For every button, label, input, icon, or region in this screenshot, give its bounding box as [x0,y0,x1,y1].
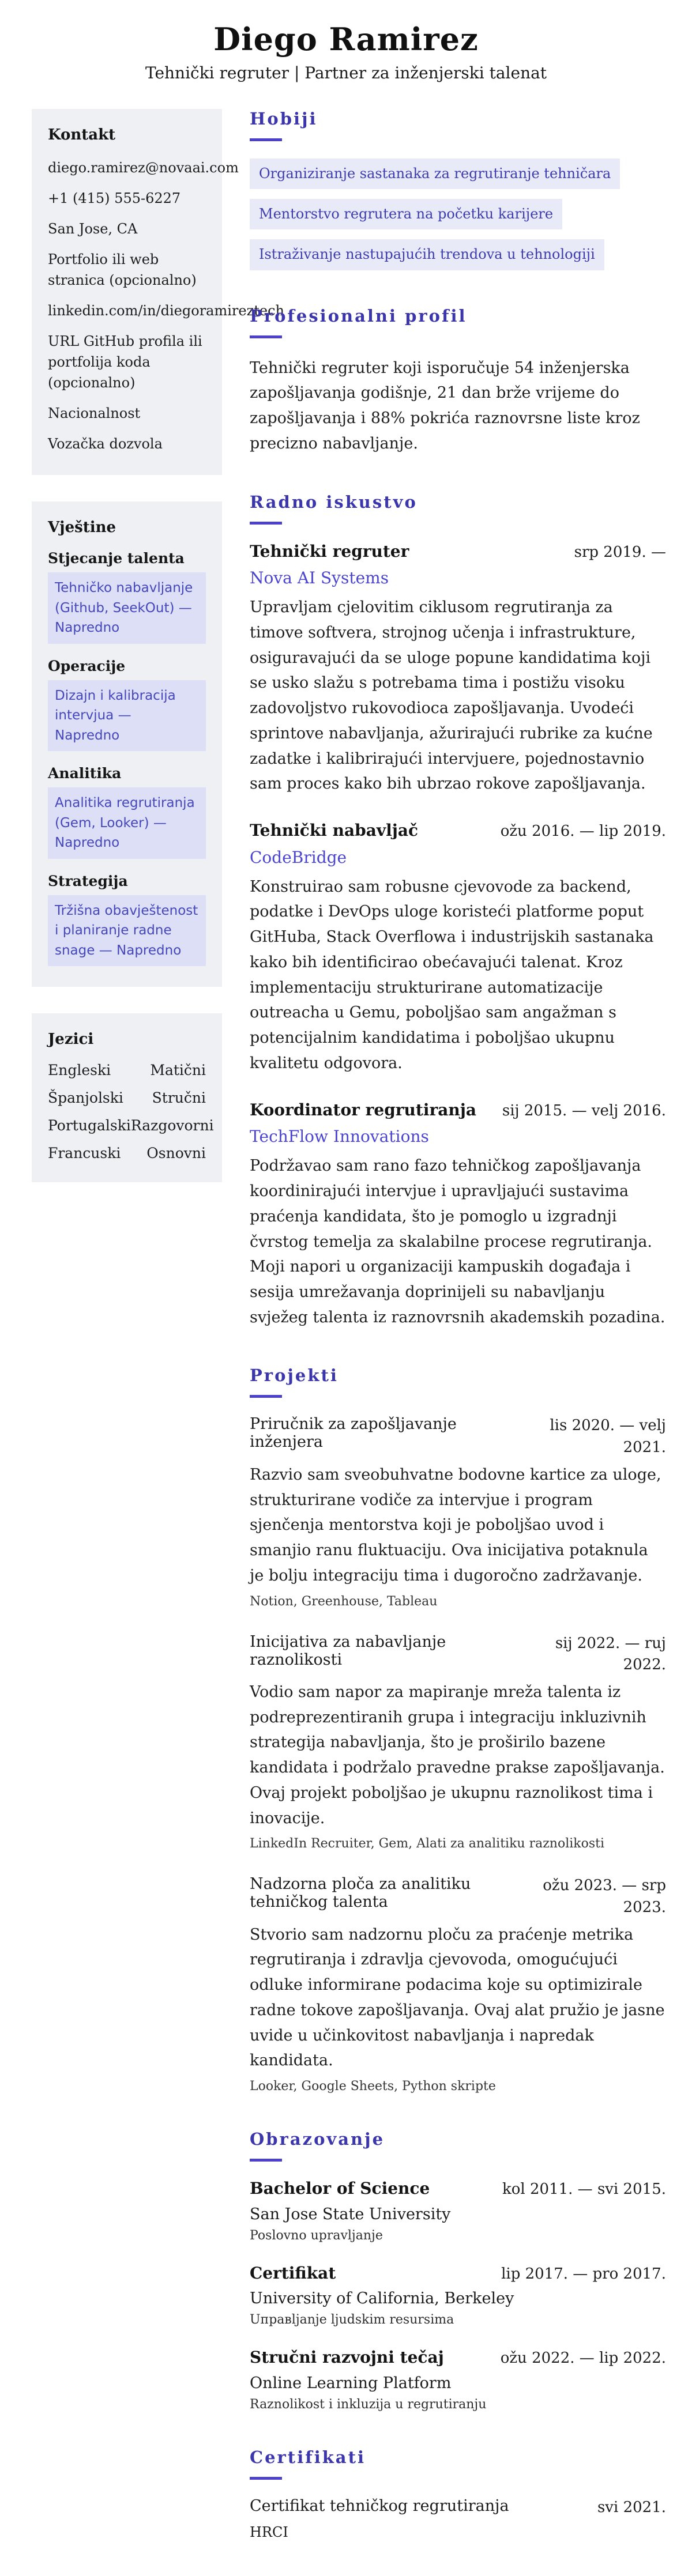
project-dates: sij 2022. — ruj 2022. [555,1634,666,1674]
job-entry [250,821,666,1076]
education-school: San Jose State University [250,2205,451,2223]
section-underline [250,335,282,338]
project-tools: Notion, Greenhouse, Tableau [250,1594,438,1609]
profile-section [250,306,666,457]
project-header [250,1415,666,1458]
education-degree: Certifikat [250,2263,336,2283]
education-entry [250,2179,666,2243]
project-dates: lis 2020. — velj 2021. [550,1417,666,1457]
education-title: Obrazovanje [250,2129,385,2149]
education-dates: lip 2017. — pro 2017. [501,2265,666,2283]
project-description: Vodio sam napor za mapiranje mreža talenta iz podreprezentiranih grupa i integraciju inkluzivnih strategija nabavljanja, što je proširilo bazene kandidata i podržalo pravedne prakse zapošljavanja. Ovaj projekt poboljšao je ukupnu raznolikost tima i inovacije. [250,1683,665,1827]
contact-email: diego.ramirez@novaai.com [48,160,239,176]
person-headline: Tehnički regruter | Partner za inženjerski talenat [145,63,547,82]
project-description: Stvorio sam nadzornu ploču za praćenje metrika regrutiranja i zdravlja cjevovoda, omogućujući odluke informirane podacima koje su optimizirale radne tokove zapošljavanja. Ovaj alat pružio je jasne uvide u učinkovitost nabavljanja i napredak kandidata. [250,1925,665,2070]
contact-title: Kontakt [48,126,116,144]
job-header [250,542,666,564]
contact-linkedin-link[interactable]: linkedin.com/in/diegoramireztech [48,303,284,319]
skills-title: Vještine [48,519,116,536]
project-tools: LinkedIn Recruiter, Gem, Alati za analitiku raznolikosti [250,1836,605,1851]
contact-drivers-license: Vozačka dozvola [48,436,163,452]
job-role: Koordinator regrutiranja [250,1100,476,1119]
certification-name: Certifikat tehničkog regrutiranja [250,2497,509,2515]
section-underline [250,138,282,141]
contact-portfolio: Portfolio ili web stranica (opcionalno) [48,251,197,288]
project-entry [250,1633,666,1851]
language-row [48,1117,214,1134]
certification-header [250,2497,666,2519]
skill-category: Strategija [48,872,128,889]
language-name: Francuski [48,1145,121,1161]
hobbies-title: Hobiji [250,109,318,129]
education-field: Uправljanje ljudskim resursima [250,2313,454,2328]
project-name: Priručnik za zapošljavanje inženjera [250,1415,457,1451]
project-description: Razvio sam sveobuhvatne bodovne kartice za uloge, strukturirane vodiče za intervjue i program sjenčenja mentorstva koji je poboljšao uvod i smanjio ranu fluktuaciju. Ova inicijativa potaknula je bolju integraciju tima i dugoročno zadržavanje. [250,1465,661,1585]
certification-dates: svi 2021. [597,2499,666,2517]
education-school: Online Learning Platform [250,2374,452,2393]
language-row [48,1062,206,1078]
project-header [250,1875,666,1918]
skill-category: Analitika [48,765,122,782]
projects-title: Projekti [250,1366,339,1386]
education-entry [250,2348,666,2412]
job-description: Podržavao sam rano fazo tehničkog zapošljavanja koordinirajući intervjue i upravljajući sustavima praćenja kandidata, što je pomoglo u izgradnji čvrstog temelja za skalabilne procese regrutiranja. Moji napori u organizaciji kampuskih događaja i sesija umrežavanja doprinijeli su nabavljanju svježeg talenta iz raznovrsnih akademskih pozadina. [250,1157,665,1326]
skill-tag: Tehničko nabavljanje (Github, SeekOut) — Napredno [48,572,206,644]
section-underline [250,2477,282,2480]
job-dates: srp 2019. — [574,543,666,561]
project-name: Inicijativa za nabavljanje raznolikosti [250,1632,446,1669]
project-entry [250,1415,666,1608]
education-section [250,2129,666,2412]
job-entry [250,1100,666,1330]
job-header [250,1100,666,1122]
language-row [48,1145,206,1161]
projects-section [250,1366,666,2094]
job-company-link[interactable]: TechFlow Innovations [250,1127,429,1146]
hobby-tag: Organiziranje sastanaka za regrutiranje tehničara [250,159,620,189]
hobby-tag: Istraživanje nastupajućih trendova u tehnologiji [250,239,604,270]
job-role: Tehnički regruter [250,541,409,561]
profile-title: Profesionalni profil [250,306,467,326]
main-column [250,109,666,2576]
project-tools: Looker, Google Sheets, Python skripte [250,2079,496,2094]
education-field: Poslovno upravljanje [250,2228,383,2243]
languages-title: Jezici [48,1031,94,1048]
language-level: Matični [150,1062,206,1078]
education-header [250,2179,666,2201]
skills-section [32,501,222,987]
language-level: Stručni [152,1089,206,1106]
contact-nationality: Nacionalnost [48,405,141,421]
job-description: Konstruirao sam robusne cjevovode za backend, podatke i DevOps uloge koristeći platforme poput GitHuba, Stack Overflowa i industrijskih sastanaka kako bih identificirao obećavajući talenat. Kroz implementaciju strukturirane automatizacije outreacha u Gemu, poboljšao sam angažman s potencijalnim kandidatima i poboljšao ukupnu kvalitetu odgovora. [250,877,654,1072]
education-field: Raznolikost i inkluzija u regrutiranju [250,2397,487,2412]
profile-text: Tehnički regruter koji isporučuje 54 inženjerska zapošljavanja godišnje, 21 dan brže vrijeme do zapošljavanja i 88% pokrića raznovrsne liste kroz precizno nabavljanje. [250,359,640,452]
certifications-title: Certifikati [250,2447,366,2468]
contact-location: San Jose, CA [48,221,138,237]
project-header [250,1633,666,1676]
job-dates: ožu 2016. — lip 2019. [500,823,666,840]
skill-tag: Analitika regrutiranja (Gem, Looker) — Napredno [48,787,206,859]
education-degree: Bachelor of Science [250,2179,430,2198]
experience-title: Radno iskustvo [250,492,418,512]
contact-github: URL GitHub profila ili portfolija koda (opcionalno) [48,333,202,391]
job-description: Upravljam cjelovitim ciklusom regrutiranja za timove softvera, strojnog učenja i infrastrukture, osiguravajući da se uloge popune kandidatima koji se usko slažu s potrebama tima i postižu visoku zadovoljstvo rukovodioca zapošljavanja. Uvodeći sprintove nabavljanja, ažurirajući rubrike za kućne zadatke i kalibrirajući intervjuere, pojednostavnio sam proces kako bih ubrzao rokove zapošljavanja. [250,598,653,793]
languages-section [32,1013,222,1182]
job-dates: sij 2015. — velj 2016. [502,1102,666,1119]
job-company-link[interactable]: CodeBridge [250,847,347,867]
resume-header [0,0,692,82]
education-entry [250,2264,666,2328]
language-name: Portugalski [48,1117,131,1134]
hobby-tag: Mentorstvo regrutera na početku karijere [250,199,562,229]
section-underline [250,1395,282,1398]
job-role: Tehnički nabavljač [250,821,419,840]
skill-tag: Tržišna obavještenost i planiranje radne snage — Napredno [48,895,206,967]
person-name: Diego Ramirez [213,21,479,58]
language-name: Španjolski [48,1089,123,1106]
education-dates: kol 2011. — svi 2015. [502,2181,666,2198]
section-underline [250,522,282,525]
education-school: University of California, Berkeley [250,2290,514,2308]
education-degree: Stručni razvojni tečaj [250,2348,444,2367]
project-name: Nadzorna ploča za analitiku tehničkog talenta [250,1875,471,1911]
skill-category: Stjecanje talenta [48,550,185,567]
certification-issuer: HRCI [250,2524,288,2540]
skill-category: Operacije [48,657,126,674]
certifications-section [250,2447,666,2540]
project-dates: ožu 2023. — srp 2023. [543,1877,666,1916]
language-level: Razgovorni [130,1117,214,1134]
language-level: Osnovni [146,1145,206,1161]
contact-phone: +1 (415) 555-6227 [48,190,181,206]
certification-entry [250,2497,666,2540]
language-row [48,1089,206,1106]
job-entry [250,542,666,797]
section-underline [250,2159,282,2162]
project-entry [250,1875,666,2094]
experience-section [250,492,666,1330]
education-header [250,2264,666,2285]
education-dates: ožu 2022. — lip 2022. [500,2349,666,2367]
education-header [250,2348,666,2370]
hobbies-section [250,109,666,270]
language-name: Engleski [48,1062,111,1078]
skill-tag: Dizajn i kalibracija intervjua — Napredno [48,680,206,752]
job-company-link[interactable]: Nova AI Systems [250,568,389,588]
job-header [250,821,666,843]
content-columns [0,82,692,2576]
